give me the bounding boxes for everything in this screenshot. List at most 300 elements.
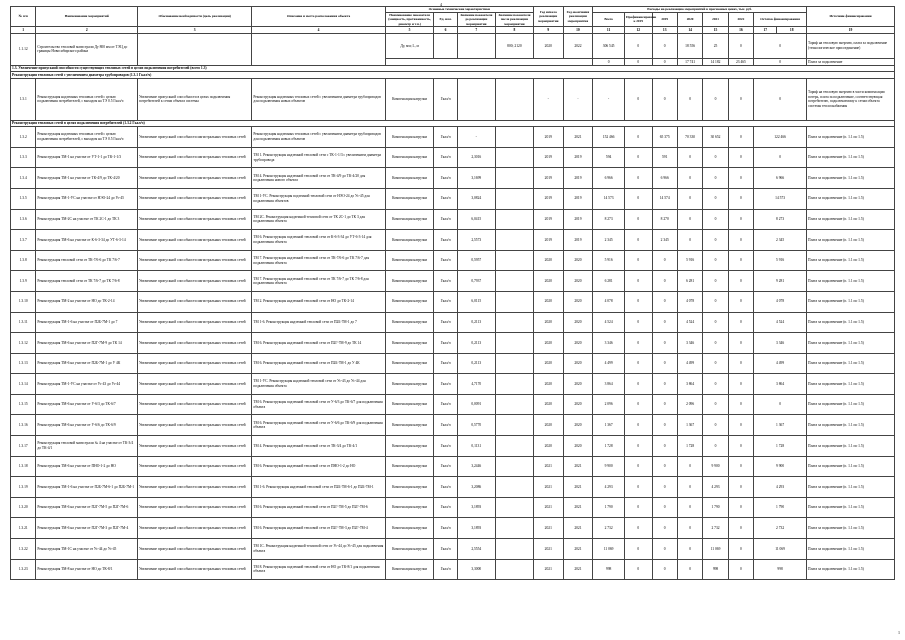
measure-description: ТМ 6. Реконструкция подземной тепловой сети от К-6-3-34 до УТ-6-3-14 для подключения объекта xyxy=(252,230,385,251)
unit: Гкал/ч xyxy=(434,415,457,436)
value-after xyxy=(495,477,533,498)
cost-2021: 2 732 xyxy=(703,518,728,539)
value-before: 2,5573 xyxy=(457,230,495,251)
measure-description: Реконструкция надземных тепловых сетей с увеличением диаметра трубопроводов для подключения новых объектов xyxy=(252,127,385,148)
row-number: 1.3.18 xyxy=(11,456,36,477)
row-number: 1.3.3 xyxy=(11,147,36,168)
cost-total: 8 273 xyxy=(593,209,625,230)
row-number: 1.3.9 xyxy=(11,271,36,292)
row-number: 1.3.7 xyxy=(11,230,36,251)
row-number: 1.3.20 xyxy=(11,497,36,518)
cost-total: 4 499 xyxy=(593,353,625,374)
indicator-name: Компенсация нагрузки xyxy=(385,147,434,168)
measure-need: Увеличение пропускной способности магистральных тепловых сетей xyxy=(138,374,252,395)
col-2022-header: 2022 xyxy=(728,12,753,26)
cost-2020: 0 xyxy=(677,456,702,477)
cost-2019: 0 xyxy=(652,394,677,415)
year-start: 2019 xyxy=(533,188,563,209)
year-end: 2021 xyxy=(563,456,593,477)
measure-need: Увеличение пропускной способности магистральных тепловых сетей xyxy=(138,230,252,251)
cost-2020: 0 xyxy=(677,497,702,518)
row-number: 1.3.23 xyxy=(11,559,36,580)
row-number: 1.3.11 xyxy=(11,312,36,333)
sub-f: 23 465 xyxy=(728,59,753,66)
colnum: 14 xyxy=(677,27,702,34)
cost-2019: 0 xyxy=(652,436,677,457)
value-before: 3,1893 xyxy=(457,518,495,539)
cost-2020: 0 xyxy=(677,147,702,168)
indicator-name: Компенсация нагрузки xyxy=(385,333,434,354)
colnum: 12 xyxy=(624,27,652,34)
value-before: 3,3000 xyxy=(457,559,495,580)
cost-2019: 0 xyxy=(652,497,677,518)
col-2020-header: 2020 xyxy=(677,12,702,26)
colnum: 19 xyxy=(807,27,895,34)
funding-source: Плата за подключение (п. 1.1 по 1.5) xyxy=(807,147,895,168)
cost-2022: 0 xyxy=(728,209,753,230)
corner-mark: 1 xyxy=(898,630,900,635)
year-start: 2021 xyxy=(533,477,563,498)
page-marker: 4 xyxy=(440,2,442,7)
cost-prev: 0 xyxy=(624,559,652,580)
cost-2019: 0 xyxy=(652,78,677,120)
cost-2021: 998 xyxy=(703,559,728,580)
row-number: 1.3.12 xyxy=(11,333,36,354)
value-after xyxy=(495,168,533,189)
colnum: 9 xyxy=(533,27,563,34)
measure-name: Реконструкция тепловой сети от ТК 7/6-7 до ТК 7/6-8 xyxy=(36,271,138,292)
cost-total: 2 345 xyxy=(593,230,625,251)
colnum: 2 xyxy=(36,27,138,34)
col-year-start-header: Год начала реализации мероприятия xyxy=(533,7,563,27)
year-start: 2020 xyxy=(533,271,563,292)
value-before: 2,3016 xyxy=(457,147,495,168)
cost-total: 3 864 xyxy=(593,374,625,395)
row-number: 1.3.8 xyxy=(11,250,36,271)
cost-prev: 0 xyxy=(624,209,652,230)
cost-2019: 0 xyxy=(652,353,677,374)
measure-name: Реконструкция ТМ-2 на участке от НО до ТК-2-14 xyxy=(36,291,138,312)
cost-2020: 1 728 xyxy=(677,436,702,457)
funding-source: Плата за подключение (п. 1.1 по 1.5) xyxy=(807,559,895,580)
measure-name: Реконструкция тепловой магистрали № 4 на участке от ТК-3/4 до ТК-4/1 xyxy=(36,436,138,457)
cost-rest: 3 864 xyxy=(754,374,807,395)
year-start: 2021 xyxy=(533,559,563,580)
funding-source: Плата за подключение (п. 1.1 по 1.5) xyxy=(807,518,895,539)
cost-2020: 0 xyxy=(677,539,702,560)
cost-total: 998 xyxy=(593,559,625,580)
year-end: 2020 xyxy=(563,353,593,374)
cost-total: 11 069 xyxy=(593,539,625,560)
funding-source: Плата за подключение (п. 1.1 по 1.5) xyxy=(807,127,895,148)
row-number: 1.3.17 xyxy=(11,436,36,457)
cost-rest: 6 966 xyxy=(754,168,807,189)
col-char-header: Наименование показателя (мощность, протяженность, диаметр и т.п.) xyxy=(385,12,434,26)
col-costs-header: Расходы на реализацию мероприятий в прогнозных ценах, тыс. руб. xyxy=(593,7,807,13)
measure-name: Реконструкция ТМ-6 на участке от П2Г-7М-9 до ТК 14 xyxy=(36,333,138,354)
cost-2022: 0 xyxy=(728,394,753,415)
cost-2019: 0 xyxy=(652,271,677,292)
cost-2022: 0 xyxy=(728,333,753,354)
cost-2021: 0 xyxy=(703,230,728,251)
cost-2021: 0 xyxy=(703,78,728,120)
measure-name: Реконструкция тепловой сети от ТК-7/6-6 до ТК 7/6-7 xyxy=(36,250,138,271)
value-before xyxy=(457,78,495,120)
value-before: 6,0115 xyxy=(457,291,495,312)
row-number: 1.1.12 xyxy=(11,33,36,65)
year-end: 2020 xyxy=(563,271,593,292)
measure-name: Реконструкция ТМ-6 на участке от У-6/3 до ТК-6/7 xyxy=(36,394,138,415)
measure-name: Реконструкция ТМ-1-УС на участке от Ус-43 до Ус-44 xyxy=(36,374,138,395)
funding-source: Плата за подключение (п. 1.1 по 1.5) xyxy=(807,230,895,251)
cost-2019: 0 xyxy=(652,456,677,477)
cost-2019: 14 574 xyxy=(652,188,677,209)
cost-2021: 0 xyxy=(703,415,728,436)
measure-need: Увеличение пропускной способности магистральных тепловых сетей xyxy=(138,312,252,333)
cost-2019: 8 270 xyxy=(652,209,677,230)
indicator-name: Компенсация нагрузки xyxy=(385,250,434,271)
cost-2020: 6 281 xyxy=(677,271,702,292)
table-row xyxy=(11,168,895,189)
cost-2019: 0 xyxy=(652,539,677,560)
measure-name: Реконструкция надземных тепловых сетей с целью подключения потребителей, с выходом на ТЭ 0.5 Гкал/ч xyxy=(36,78,138,120)
indicator-name: Компенсация нагрузки xyxy=(385,374,434,395)
measure-need: Увеличение пропускной способности магистральных тепловых сетей xyxy=(138,147,252,168)
unit: Гкал/ч xyxy=(434,78,457,120)
funding-source: Плата за подключение (п. 1.1 по 1.5) xyxy=(807,271,895,292)
table-row xyxy=(11,394,895,415)
cost-total: 4 293 xyxy=(593,477,625,498)
unit: Гкал/ч xyxy=(434,127,457,148)
table-row xyxy=(11,271,895,292)
indicator-name: Компенсация нагрузки xyxy=(385,78,434,120)
cost-2021: 30 652 xyxy=(703,127,728,148)
unit: Гкал/ч xyxy=(434,497,457,518)
measure-need: Увеличение пропускной способности магистральных тепловых сетей xyxy=(138,436,252,457)
year-end: 2019 xyxy=(563,147,593,168)
year-start: 2020 xyxy=(533,436,563,457)
year-start: 2020 xyxy=(533,291,563,312)
value-after xyxy=(495,353,533,374)
year-end: 2022 xyxy=(563,33,593,59)
measure-description: ТМ 6. Реконструкция надземной тепловой сети от ПНО-1-2 до НО xyxy=(252,456,385,477)
value-after xyxy=(495,188,533,209)
cost-2022: 0 xyxy=(728,497,753,518)
cost-rest: 3 346 xyxy=(754,333,807,354)
colnum: 7 xyxy=(457,27,495,34)
measure-description xyxy=(252,33,385,65)
unit: Гкал/ч xyxy=(434,374,457,395)
cost-prev: 0 xyxy=(624,147,652,168)
sub-c: 0 xyxy=(652,59,677,66)
cost-total: 3 346 xyxy=(593,333,625,354)
year-end: 2019 xyxy=(563,188,593,209)
unit: Гкал/ч xyxy=(434,539,457,560)
cost-2022: 0 xyxy=(728,127,753,148)
measure-need: Увеличение пропускной способности магистральных тепловых сетей xyxy=(138,497,252,518)
cost-2021: 0 xyxy=(703,333,728,354)
year-start: 2021 xyxy=(533,518,563,539)
measure-name: Реконструкция ТМ-1-6 на участке от П2Б-7М-1 до 7 xyxy=(36,312,138,333)
cost-rest: 0 xyxy=(754,33,807,59)
value-after xyxy=(495,374,533,395)
table-row xyxy=(11,33,895,59)
cost-rest: 0 xyxy=(754,147,807,168)
cost-2021: 0 xyxy=(703,312,728,333)
cost-2021: 0 xyxy=(703,147,728,168)
cost-2022: 0 xyxy=(728,33,753,59)
cost-2022: 0 xyxy=(728,78,753,120)
cost-rest: 4 293 xyxy=(754,477,807,498)
section-title: Реконструкция тепловых сетей с увеличением диаметра трубопроводов (1.3.1 Гкал/ч) xyxy=(11,72,895,79)
cost-2019: 0 xyxy=(652,559,677,580)
cost-prev: 0 xyxy=(624,168,652,189)
sub-d: 17 741 xyxy=(677,59,702,66)
col-2019-header: 2019 xyxy=(652,12,677,26)
colnum: 6 xyxy=(434,27,457,34)
cost-total: 1 367 xyxy=(593,415,625,436)
measure-name: Реконструкция ТМ-6 на участке от К-6-3-34 до УТ-6-3-14 xyxy=(36,230,138,251)
value-after xyxy=(495,250,533,271)
cost-rest: 122 466 xyxy=(754,127,807,148)
value-before: 3,1893 xyxy=(457,497,495,518)
year-start: 2020 xyxy=(533,333,563,354)
colnum: 10 xyxy=(563,27,593,34)
year-end: 2020 xyxy=(563,250,593,271)
cost-rest: 2 345 xyxy=(754,230,807,251)
measure-description: ТМ 6. Реконструкция подземной тепловой сети от У-6/3 до ТК-6/7 для подключения объекта xyxy=(252,394,385,415)
value-after: 800; 2120 xyxy=(495,33,533,59)
measure-description: ТМ 6. Реконструкция надземной тепловой сети от П2Г-7М-5 до П2Г-7М-6 xyxy=(252,497,385,518)
year-start: 2019 xyxy=(533,127,563,148)
value-after xyxy=(495,127,533,148)
measure-need: Увеличение пропускной способности магистральных тепловых сетей xyxy=(138,353,252,374)
measure-description: ТМ 1. Реконструкция надземной тепловой сети с ТК-1-1/3 с увеличением диаметра трубопровода xyxy=(252,147,385,168)
cost-prev: 0 xyxy=(624,456,652,477)
col-unit-header: Ед. изм. xyxy=(434,12,457,26)
cost-total: 594 xyxy=(593,147,625,168)
cost-rest: 998 xyxy=(754,559,807,580)
col-year-end-header: Год окончания реализации мероприятия xyxy=(563,7,593,27)
cost-total: 2 096 xyxy=(593,394,625,415)
measure-name: Строительство тепловой магистрали Ду 800 мм от ТЭЦ до границы Новосибирского района xyxy=(36,33,138,65)
cost-2020: 0 xyxy=(677,168,702,189)
cost-2020: 0 xyxy=(677,78,702,120)
cost-2020: 3 864 xyxy=(677,374,702,395)
value-after xyxy=(495,497,533,518)
measure-description: ТМ 6. Реконструкция надземной тепловой сети от П2Г-7М-9 до ТК 14 xyxy=(252,333,385,354)
year-end: 2021 xyxy=(563,559,593,580)
year-end: 2020 xyxy=(563,415,593,436)
measure-need: Увеличение пропускной способности магистральных тепловых сетей xyxy=(138,415,252,436)
value-before: 4,7170 xyxy=(457,374,495,395)
cost-2019: 6 966 xyxy=(652,168,677,189)
measure-need: Увеличение пропускной способности магистральных тепловых сетей xyxy=(138,209,252,230)
cost-2021: 11 069 xyxy=(703,539,728,560)
cost-total: 306 545 xyxy=(593,33,625,59)
year-end: 2020 xyxy=(563,394,593,415)
funding-source: Тариф на тепловую энергию в части компенсации потерь, плата за подключение, соответствующая потребителю, подключаемому к сетям объекта системы теплоснабжения xyxy=(807,78,895,120)
year-end: 2020 xyxy=(563,333,593,354)
cost-2022: 0 xyxy=(728,415,753,436)
cost-prev: 0 xyxy=(624,291,652,312)
table-row xyxy=(11,436,895,457)
year-end: 2021 xyxy=(563,497,593,518)
cost-rest: 8 273 xyxy=(754,209,807,230)
cost-2021: 0 xyxy=(703,168,728,189)
value-before: 3,1699 xyxy=(457,168,495,189)
year-end: 2021 xyxy=(563,127,593,148)
col-before-header: Значение показателя до реализации мероприятия xyxy=(457,12,495,26)
value-after xyxy=(495,518,533,539)
value-after xyxy=(495,333,533,354)
year-start: 2021 xyxy=(533,497,563,518)
measure-need: Увеличение пропускной способности магистральных тепловых сетей xyxy=(138,394,252,415)
value-after xyxy=(495,147,533,168)
measure-name: Реконструкция ТМ-6 на участке от П2Б-7М-1 до У 4К xyxy=(36,353,138,374)
indicator-name: Компенсация нагрузки xyxy=(385,291,434,312)
cost-2019: 0 xyxy=(652,33,677,59)
cost-2021: 9 900 xyxy=(703,456,728,477)
measure-need: Увеличение пропускной способности магистральных тепловых сетей xyxy=(138,271,252,292)
cost-2020: 2 096 xyxy=(677,394,702,415)
measure-description: ТМ 7. Реконструкция надземной тепловой сети от ТК-7/6-6 до ТК 7/6-7 для подключения объекта xyxy=(252,250,385,271)
year-start: 2020 xyxy=(533,250,563,271)
measure-need: Увеличение пропускной способности магистральных тепловых сетей xyxy=(138,456,252,477)
year-start: 2020 xyxy=(533,374,563,395)
row-number: 1.3.14 xyxy=(11,374,36,395)
cost-total: 5 916 xyxy=(593,250,625,271)
row-number: 1.3.5 xyxy=(11,188,36,209)
unit: Гкал/ч xyxy=(434,559,457,580)
funding-source: Плата за подключение (п. 1.1 по 1.5) xyxy=(807,436,895,457)
colnum: 17 xyxy=(754,27,777,34)
funding-source: Плата за подключение (п. 1.1 по 1.5) xyxy=(807,312,895,333)
cost-prev: 0 xyxy=(624,333,652,354)
cost-rest: 14 573 xyxy=(754,188,807,209)
value-before: 3,0824 xyxy=(457,188,495,209)
indicator-name: Компенсация нагрузки xyxy=(385,497,434,518)
sub-source: Плата за подключение xyxy=(807,59,895,66)
cost-2019: 65 375 xyxy=(652,127,677,148)
row-number: 1.3.13 xyxy=(11,353,36,374)
colnum: 3 xyxy=(138,27,252,34)
measure-description: ТМ 4. Реконструкция надземной тепловой сети от ТК-3/4 до ТК-4/1 xyxy=(252,436,385,457)
measure-name: Реконструкция надземных тепловых сетей с целью подключения потребителей, с выходом на ТЭ 0.5 Гкал/ч xyxy=(36,127,138,148)
col-tech-header: Основные технические характеристики xyxy=(385,7,533,13)
cost-prev: 0 xyxy=(624,78,652,120)
measure-description: ТМ 6. Реконструкция надземной тепловой сети от П2Г-7М-3 до П2Г-7М-4 xyxy=(252,518,385,539)
section-title: Реконструкция тепловых сетей в целях подключения потребителей (1.3.2 Гкал/ч) xyxy=(11,120,895,127)
unit: Гкал/ч xyxy=(434,230,457,251)
table-row xyxy=(11,78,895,120)
col-rest-header: Остаток финансирования xyxy=(754,12,807,26)
unit: Гкал/ч xyxy=(434,353,457,374)
sub-a: 0 xyxy=(593,59,625,66)
column-number-row xyxy=(11,27,895,34)
funding-source: Тариф на тепловую энергию, плата за подключение (технологическое присоединение) xyxy=(807,33,895,59)
year-start: 2020 xyxy=(533,33,563,59)
col-num-header: № п/п xyxy=(11,7,36,27)
cost-rest: 1 728 xyxy=(754,436,807,457)
indicator-name: Ду, мм; L, м xyxy=(385,33,434,59)
year-end: 2019 xyxy=(563,230,593,251)
cost-2022: 0 xyxy=(728,436,753,457)
value-after xyxy=(495,436,533,457)
table-row xyxy=(11,539,895,560)
funding-source: Плата за подключение (п. 1.1 по 1.5) xyxy=(807,168,895,189)
cost-total: 6 966 xyxy=(593,168,625,189)
col-need-header: Обоснование необходимости (цель реализации) xyxy=(138,7,252,27)
colnum: 13 xyxy=(652,27,677,34)
sub-e: 14 182 xyxy=(703,59,728,66)
cost-2022: 0 xyxy=(728,147,753,168)
value-before: 0,5957 xyxy=(457,250,495,271)
year-start: 2020 xyxy=(533,353,563,374)
unit: Гкал/ч xyxy=(434,209,457,230)
cost-rest: 0 xyxy=(754,78,807,120)
table-row xyxy=(11,312,895,333)
cost-prev: 0 xyxy=(624,33,652,59)
colnum: 5 xyxy=(385,27,434,34)
value-after xyxy=(495,291,533,312)
unit: Гкал/ч xyxy=(434,168,457,189)
year-start: 2020 xyxy=(533,394,563,415)
value-before: 0,2113 xyxy=(457,333,495,354)
table-row xyxy=(11,497,895,518)
cost-2020: 0 xyxy=(677,477,702,498)
value-before: 0,2113 xyxy=(457,353,495,374)
value-before: 0,5770 xyxy=(457,415,495,436)
unit: Гкал/ч xyxy=(434,188,457,209)
value-after xyxy=(495,559,533,580)
colnum: 16 xyxy=(728,27,753,34)
measures-table xyxy=(10,6,895,580)
measure-need: Увеличение пропускной способности в целях подключения потребителей к сетям объекта системы xyxy=(138,78,252,120)
measure-name: Реконструкция ТМ-1 на участке от ТК-4/9 до ТК-4/20 xyxy=(36,168,138,189)
measure-need: Увеличение пропускной способности магистральных тепловых сетей xyxy=(138,539,252,560)
measure-description: ТМ 1С. Реконструкция надземной тепловой сети от Ус-44 до Ус-45 для подключения объекта xyxy=(252,539,385,560)
section-heading xyxy=(11,65,895,72)
measure-description: ТМ 6. Реконструкция подземной тепловой сети от У-6/6 до ТК-6/9 для подключения объекта xyxy=(252,415,385,436)
cost-total: 152 466 xyxy=(593,127,625,148)
cost-2021: 0 xyxy=(703,353,728,374)
cost-rest: 0 xyxy=(754,394,807,415)
value-after xyxy=(495,539,533,560)
cost-2020: 0 xyxy=(677,559,702,580)
unit: Гкал/ч xyxy=(434,271,457,292)
measure-name: Реконструкция ТМ-6 на участке от П2Г-7М-3 до П2Г-7М-4 xyxy=(36,518,138,539)
cost-2020: 18 556 xyxy=(677,33,702,59)
indicator-name: Компенсация нагрузки xyxy=(385,353,434,374)
cost-prev: 0 xyxy=(624,250,652,271)
measure-name: Реконструкция ТМ-1С на участке от Ус-44 до Ус-45 xyxy=(36,539,138,560)
cost-prev: 0 xyxy=(624,230,652,251)
unit: Гкал/ч xyxy=(434,436,457,457)
cost-2020: 4 524 xyxy=(677,312,702,333)
cost-prev: 0 xyxy=(624,374,652,395)
unit: Гкал/ч xyxy=(434,477,457,498)
measure-name: Реконструкция ТМ-6 на участке от ПНО-1-2 до НО xyxy=(36,456,138,477)
sub-g: 0 xyxy=(754,59,807,66)
year-end: 2020 xyxy=(563,436,593,457)
cost-rest: 11 069 xyxy=(754,539,807,560)
measure-description: ТМ 1-6. Реконструкция надземной тепловой сети от П2Б-7М-1 до 7 xyxy=(252,312,385,333)
year-start: 2021 xyxy=(533,456,563,477)
cost-2021: 0 xyxy=(703,374,728,395)
cost-rest: 2 732 xyxy=(754,518,807,539)
cost-2021: 0 xyxy=(703,291,728,312)
